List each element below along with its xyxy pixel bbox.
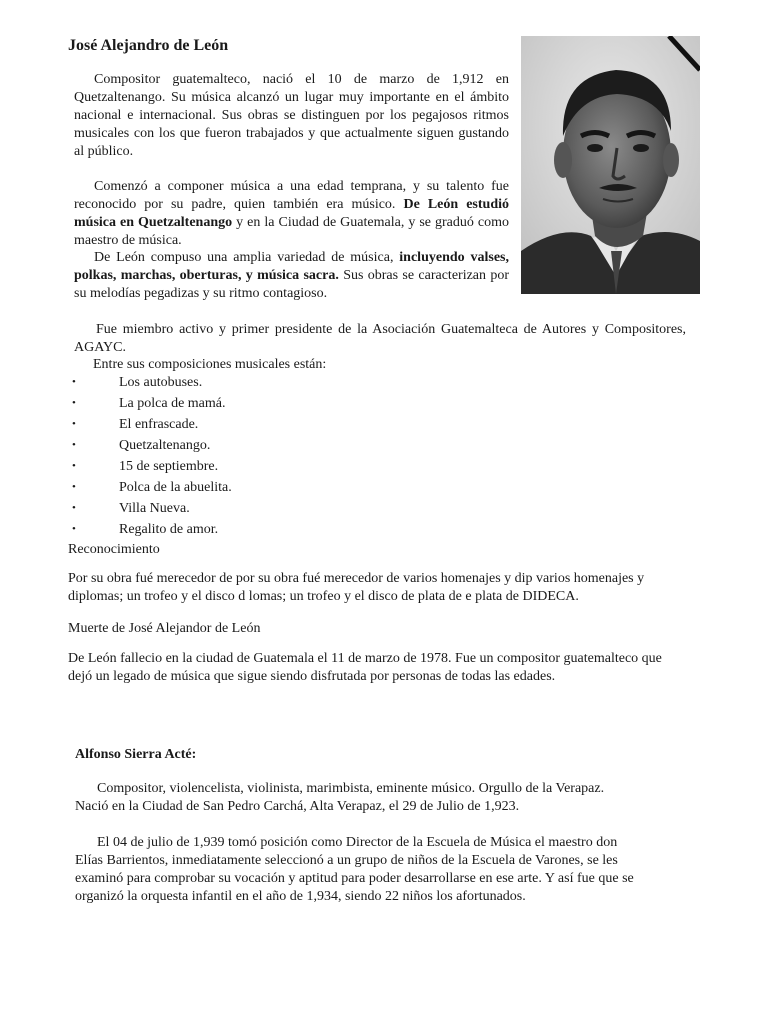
list-item <box>68 477 368 498</box>
portrait-image <box>521 36 700 294</box>
recognition-heading: Reconocimiento <box>68 542 160 557</box>
bullet-marker: • <box>72 439 76 451</box>
paragraph-2-text-c: y en la Ciudad de Guatemala, y se graduó como maestro de música. <box>74 215 510 248</box>
alfonso-paragraph-2-line-1: El 04 de julio de 1,939 tomó posición como Director de la Escuela de Música el maestro don <box>97 835 618 850</box>
list-item <box>68 414 368 435</box>
list-item-text: El enfrascade. <box>119 417 199 432</box>
paragraph-2-text-a: Comenzó a componer música a una edad temprana, y su talento fue reconocido por su padre, quien también era músico. <box>74 179 509 212</box>
paragraph-3-bold: incluyendo valses, polkas, marchas, oberturas, y música sacra. <box>74 250 509 283</box>
paragraph-3-text-c: Sus obras se caracterizan por su melodías pegadizas y su ritmo contagioso. <box>74 268 510 301</box>
bullet-marker: • <box>72 418 76 430</box>
list-item-text: Quetzaltenango. <box>119 438 211 453</box>
portrait-photo <box>521 36 700 294</box>
alfonso-paragraph-2-line-2: Elías Barrientos, inmediatamente seleccionó a un grupo de niños de la Escuela de Varones, se les <box>75 853 618 868</box>
alfonso-paragraph-2-line-4: organizó la orquesta infantil en el año de 1,934, siendo 22 niños los afortunados. <box>75 889 526 904</box>
bullet-marker: • <box>72 523 76 535</box>
list-item <box>68 498 368 519</box>
section-title-alfonso: Alfonso Sierra Acté: <box>75 747 197 762</box>
bullet-marker: • <box>72 376 76 388</box>
recognition-text: Por su obra fué merecedor de por su obra fué merecedor de varios homenajes y dip varios homenajes y diplomas; un trofeo y el disco d lomas; un trofeo y el disco de plata de e plata de DIDECA. <box>68 571 645 604</box>
biography-paragraph-1: Compositor guatemalteco, nació el 10 de marzo de 1,912 en Quetzaltenango. Su música alcanzó un lugar muy importante en el ámbito nacional e internacional. Sus obras se distinguen por los pegajosos ritmos musicales con los que fueron trabajados y que actualmente siguen gustando al público. <box>74 72 509 159</box>
page-title: José Alejandro de León <box>68 37 229 54</box>
paragraph-2-bold: De León estudió música en Quetzaltenango <box>74 197 510 230</box>
bullet-marker: • <box>72 397 76 409</box>
list-item-text: Polca de la abuelita. <box>119 480 232 495</box>
biography-paragraph-4: Fue miembro activo y primer presidente de la Asociación Guatemalteca de Autores y Compositores, AGAYC. <box>74 322 686 355</box>
compositions-intro: Entre sus composiciones musicales están: <box>93 357 327 372</box>
list-item-text: Villa Nueva. <box>119 501 190 516</box>
bullet-marker: • <box>72 481 76 493</box>
bullet-marker: • <box>72 460 76 472</box>
list-item-text: Los autobuses. <box>119 375 203 390</box>
bullet-marker: • <box>72 502 76 514</box>
biography-paragraph-2 <box>74 178 509 250</box>
list-item-text: La polca de mamá. <box>119 396 226 411</box>
alfonso-paragraph-1-line-2: Nació en la Ciudad de San Pedro Carchá, Alta Verapaz, el 29 de Julio de 1,923. <box>75 799 520 814</box>
paragraph-3-text-a: De León compuso una amplia variedad de música, <box>94 250 400 265</box>
death-heading: Muerte de José Alejandor de León <box>68 621 261 636</box>
compositions-list <box>68 372 368 540</box>
list-item <box>68 456 368 477</box>
list-item <box>68 372 368 393</box>
list-item <box>68 435 368 456</box>
list-item-text: 15 de septiembre. <box>119 459 219 474</box>
biography-paragraph-3 <box>74 249 509 303</box>
list-item <box>68 393 368 414</box>
alfonso-paragraph-1-line-1: Compositor, violencelista, violinista, marimbista, eminente músico. Orgullo de la Verapaz. <box>97 781 605 796</box>
alfonso-paragraph-2-line-3: examinó para comprobar su vocación y aptitud para poder desarrollarse en ese arte. Y así fue que se <box>75 871 634 886</box>
list-item <box>68 519 368 540</box>
death-text: De León fallecio en la ciudad de Guatemala el 11 de marzo de 1978. Fue un compositor guatemalteco que dejó un legado de música que sigue siendo disfrutada por personas de todas las edades. <box>68 651 662 684</box>
list-item-text: Regalito de amor. <box>119 522 219 537</box>
